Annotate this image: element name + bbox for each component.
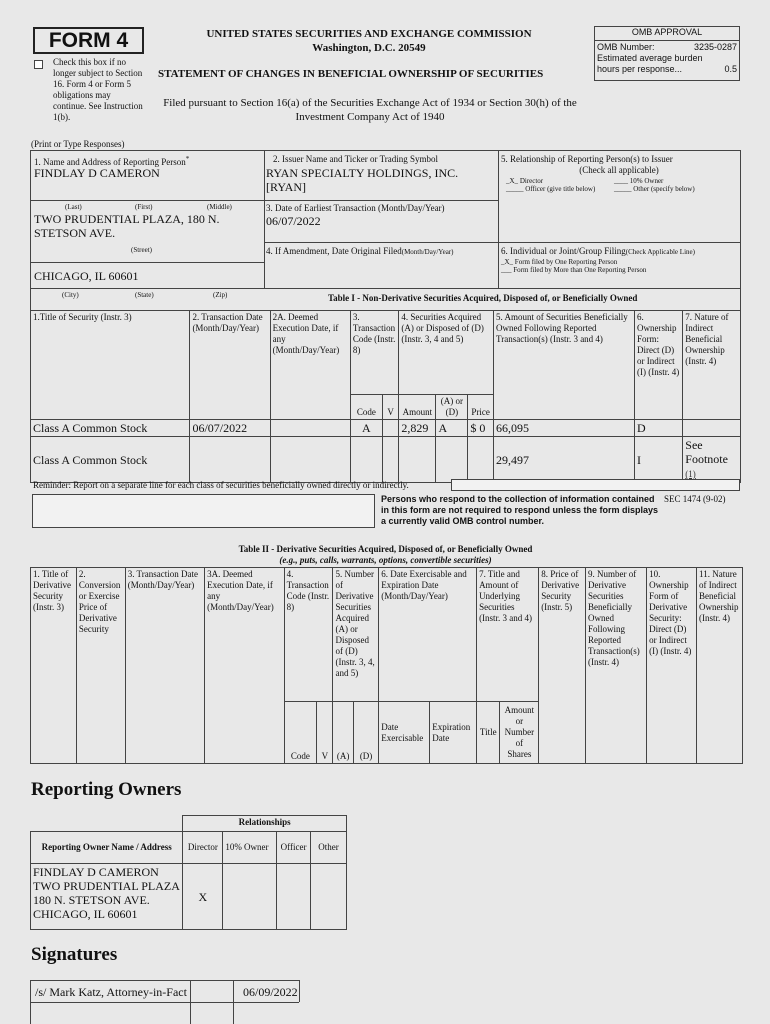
row2-code bbox=[350, 437, 382, 483]
omb-burden: Estimated average burden bbox=[597, 53, 703, 63]
row2-title: Class A Common Stock bbox=[31, 437, 190, 483]
reminder-text: Reminder: Report on a separate line for each class of securities beneficially owned directly or indirectly. bbox=[33, 480, 409, 490]
row1-title: Class A Common Stock bbox=[31, 420, 190, 437]
row1-amount: 2,829 bbox=[399, 420, 436, 437]
t2-sub-d: (D) bbox=[353, 702, 378, 764]
other-checkbox[interactable]: _____ Other (specify below) bbox=[614, 185, 695, 193]
state-label: (State) bbox=[135, 291, 154, 299]
officer-checkbox[interactable]: _____ Officer (give title below) bbox=[506, 185, 596, 193]
t2-h8: 8. Price of Derivative Security (Instr. 5) bbox=[539, 568, 586, 764]
table2-subtitle: (e.g., puts, calls, warrants, options, convertible securities) bbox=[279, 555, 492, 565]
no-longer-subject-checkbox[interactable] bbox=[34, 60, 43, 69]
t1-h2: 2. Transaction Date (Month/Day/Year) bbox=[190, 311, 270, 420]
t2-h9: 9. Number of Derivative Securities Beneficially Owned Following Reported Transaction(s) (Instr. 4) bbox=[586, 568, 647, 764]
t2-sub-date-ex: Date Exercisable bbox=[379, 702, 430, 764]
city-label: (City) bbox=[62, 291, 79, 299]
reporting-person-label: 1. Name and Address of Reporting Person* bbox=[34, 155, 190, 167]
first-label: (First) bbox=[135, 203, 153, 211]
street-label: (Street) bbox=[131, 246, 152, 254]
row1-deemed bbox=[270, 420, 350, 437]
print-type-note: (Print or Type Responses) bbox=[31, 139, 125, 149]
amendment-label: 4. If Amendment, Date Original Filed(Month/Day/Year) bbox=[266, 246, 454, 256]
row2-aord bbox=[436, 437, 468, 483]
ten-pct-checkbox[interactable]: ____ 10% Owner bbox=[614, 177, 664, 185]
reporting-person-city: CHICAGO, IL 60601 bbox=[34, 269, 139, 283]
t1-sub-aord: (A) or (D) bbox=[436, 395, 468, 420]
owner-director-mark: X bbox=[183, 864, 223, 930]
issuer-name: RYAN SPECIALTY HOLDINGS, INC. [RYAN] bbox=[266, 166, 459, 194]
filing-one[interactable]: _X_ Form filed by One Reporting Person bbox=[501, 258, 618, 266]
row2-date bbox=[190, 437, 270, 483]
row1-v bbox=[382, 420, 399, 437]
checkbox-text: Check this box if no longer subject to Section 16. Form 4 or Form 5 obligations may continue. See Instruction 1(b). bbox=[53, 57, 143, 122]
t1-sub-code: Code bbox=[350, 395, 382, 420]
row1-date: 06/07/2022 bbox=[190, 420, 270, 437]
row2-deemed bbox=[270, 437, 350, 483]
t1-h7: 7. Nature of Indirect Beneficial Ownership (Instr. 4) bbox=[683, 311, 741, 420]
form-title: FORM 4 bbox=[48, 29, 129, 52]
row1-nature bbox=[683, 420, 741, 437]
other-header: Other bbox=[311, 832, 347, 864]
omb-number: 3235-0287 bbox=[693, 42, 737, 52]
row1-code: A bbox=[350, 420, 382, 437]
row1-form: D bbox=[634, 420, 682, 437]
signatures-heading: Signatures bbox=[31, 944, 118, 965]
omb-number-row bbox=[597, 42, 737, 53]
table2 bbox=[30, 567, 743, 764]
row2-nature: See Footnote (1) bbox=[683, 437, 741, 483]
officer-header: Officer bbox=[277, 832, 311, 864]
signer-name: /s/ Mark Katz, Attorney-in-Fact bbox=[35, 985, 187, 999]
filing-sub: (Check Applicable Line) bbox=[625, 248, 695, 256]
t2-sub-exp: Expiration Date bbox=[430, 702, 477, 764]
sec-number: SEC 1474 (9-02) bbox=[664, 494, 726, 504]
t2-h11: 11. Nature of Indirect Beneficial Ownership (Instr. 4) bbox=[697, 568, 743, 764]
relationships-header: Relationships bbox=[183, 816, 347, 832]
t1-sub-price: Price bbox=[468, 395, 494, 420]
footnote-link[interactable]: (1) bbox=[685, 469, 696, 479]
table-row bbox=[31, 864, 347, 930]
row1-aord: A bbox=[436, 420, 468, 437]
statement-title: STATEMENT OF CHANGES IN BENEFICIAL OWNERSHIP OF SECURITIES bbox=[158, 68, 544, 80]
commission-name: UNITED STATES SECURITIES AND EXCHANGE COMMISSION bbox=[206, 28, 532, 40]
t1-sub-v: V bbox=[382, 395, 399, 420]
t2-sub-a: (A) bbox=[333, 702, 353, 764]
middle-label: (Middle) bbox=[207, 203, 232, 211]
t2-sub-amount: Amount or Number of Shares bbox=[500, 702, 539, 764]
commission-location: Washington, D.C. 20549 bbox=[312, 42, 426, 54]
reminder-input[interactable] bbox=[451, 479, 740, 491]
earliest-date: 06/07/2022 bbox=[266, 214, 321, 228]
row1-price: $ 0 bbox=[468, 420, 494, 437]
earliest-date-label: 3. Date of Earliest Transaction (Month/Day/Year) bbox=[266, 203, 445, 213]
t2-h2: 2. Conversion or Exercise Price of Derivative Security bbox=[76, 568, 125, 764]
t1-sub-amount: Amount bbox=[399, 395, 436, 420]
t2-h5: 5. Number of Derivative Securities Acquired (A) or Disposed of (D) (Instr. 3, 4, and 5) bbox=[333, 568, 379, 702]
table1 bbox=[30, 310, 741, 483]
table1-title: Table I - Non-Derivative Securities Acquired, Disposed of, or Beneficially Owned bbox=[328, 293, 638, 303]
t2-sub-title: Title bbox=[477, 702, 500, 764]
row2-amount bbox=[399, 437, 436, 483]
relationship-sub: (Check all applicable) bbox=[579, 165, 659, 175]
last-label: (Last) bbox=[65, 203, 82, 211]
omb-approval-box bbox=[594, 26, 740, 81]
row2-price bbox=[468, 437, 494, 483]
omb-hours: 0.5 bbox=[724, 64, 737, 74]
t2-sub-v: V bbox=[317, 702, 333, 764]
persons-notice: Persons who respond to the collection of information contained in this form are not required to respond unless the form displays a currently valid OMB control number. bbox=[381, 494, 659, 526]
t1-h1: 1.Title of Security (Instr. 3) bbox=[31, 311, 190, 420]
relationship-label: 5. Relationship of Reporting Person(s) to Issuer bbox=[501, 154, 673, 164]
table2-title: Table II - Derivative Securities Acquired, Disposed of, or Beneficially Owned bbox=[238, 544, 533, 554]
t2-h1: 1. Title of Derivative Security (Instr. 3) bbox=[31, 568, 77, 764]
t2-h3a: 3A. Deemed Execution Date, if any (Month/Day/Year) bbox=[205, 568, 284, 764]
filing-label: 6. Individual or Joint/Group Filing(Check Applicable Line) bbox=[501, 246, 695, 256]
reporting-owners-heading: Reporting Owners bbox=[31, 779, 182, 800]
ten-pct-header: 10% Owner bbox=[223, 832, 277, 864]
signature-date: 06/09/2022 bbox=[243, 985, 298, 999]
director-checkbox[interactable]: _X_ Director bbox=[506, 177, 544, 185]
row2-form: I bbox=[634, 437, 682, 483]
director-label: Director bbox=[519, 177, 544, 185]
table-row bbox=[31, 437, 741, 483]
table-row bbox=[31, 420, 741, 437]
reporting-person-name: FINDLAY D CAMERON bbox=[34, 166, 160, 180]
blank-box bbox=[32, 494, 375, 528]
row2-owned: 29,497 bbox=[494, 437, 635, 483]
reporting-person-asterisk: * bbox=[185, 155, 190, 163]
t2-h6: 6. Date Exercisable and Expiration Date (Month/Day/Year) bbox=[379, 568, 477, 702]
t1-h6: 6. Ownership Form: Direct (D) or Indirect (I) (Instr. 4) bbox=[634, 311, 682, 420]
omb-number-label: OMB Number: bbox=[597, 42, 655, 52]
t2-sub-code: Code bbox=[284, 702, 317, 764]
issuer-label: 2. Issuer Name and Ticker or Trading Symbol bbox=[273, 154, 438, 164]
form-title-box bbox=[33, 27, 144, 54]
t1-h5: 5. Amount of Securities Beneficially Owned Following Reported Transaction(s) (Instr. 3 and 4) bbox=[494, 311, 635, 420]
reporting-person-address: TWO PRUDENTIAL PLAZA, 180 N. STETSON AVE. bbox=[34, 212, 220, 240]
omb-hours-row bbox=[597, 64, 737, 75]
t2-h10: 10. Ownership Form of Derivative Security: Direct (D) or Indirect (I) (Instr. 4) bbox=[647, 568, 697, 764]
zip-label: (Zip) bbox=[213, 291, 228, 299]
owner-name-header: Reporting Owner Name / Address bbox=[31, 832, 183, 864]
omb-title: OMB APPROVAL bbox=[595, 27, 739, 41]
t1-h3: 3. Transaction Code (Instr. 8) bbox=[350, 311, 399, 395]
t1-h4: 4. Securities Acquired (A) or Disposed of (D) (Instr. 3, 4 and 5) bbox=[399, 311, 494, 395]
t2-h4: 4. Transaction Code (Instr. 8) bbox=[284, 568, 333, 702]
director-header: Director bbox=[183, 832, 223, 864]
filing-more[interactable]: ___ Form filed by More than One Reporting Person bbox=[501, 266, 647, 274]
t1-h2a: 2A. Deemed Execution Date, if any (Month/Day/Year) bbox=[270, 311, 350, 420]
reporting-owners-table bbox=[30, 815, 347, 930]
row2-v bbox=[382, 437, 399, 483]
filed-pursuant: Filed pursuant to Section 16(a) of the Securities Exchange Act of 1934 or Section 30(h) of the Investment Company Act of 1940 bbox=[163, 97, 577, 123]
row1-owned: 66,095 bbox=[494, 420, 635, 437]
owner-name-address: FINDLAY D CAMERON TWO PRUDENTIAL PLAZA 180 N. STETSON AVE. CHICAGO, IL 60601 bbox=[31, 864, 183, 930]
t2-h7: 7. Title and Amount of Underlying Securities (Instr. 3 and 4) bbox=[477, 568, 539, 702]
t2-h3: 3. Transaction Date (Month/Day/Year) bbox=[125, 568, 204, 764]
amendment-sub: (Month/Day/Year) bbox=[401, 248, 454, 256]
omb-hours-label: hours per response... bbox=[597, 64, 683, 74]
